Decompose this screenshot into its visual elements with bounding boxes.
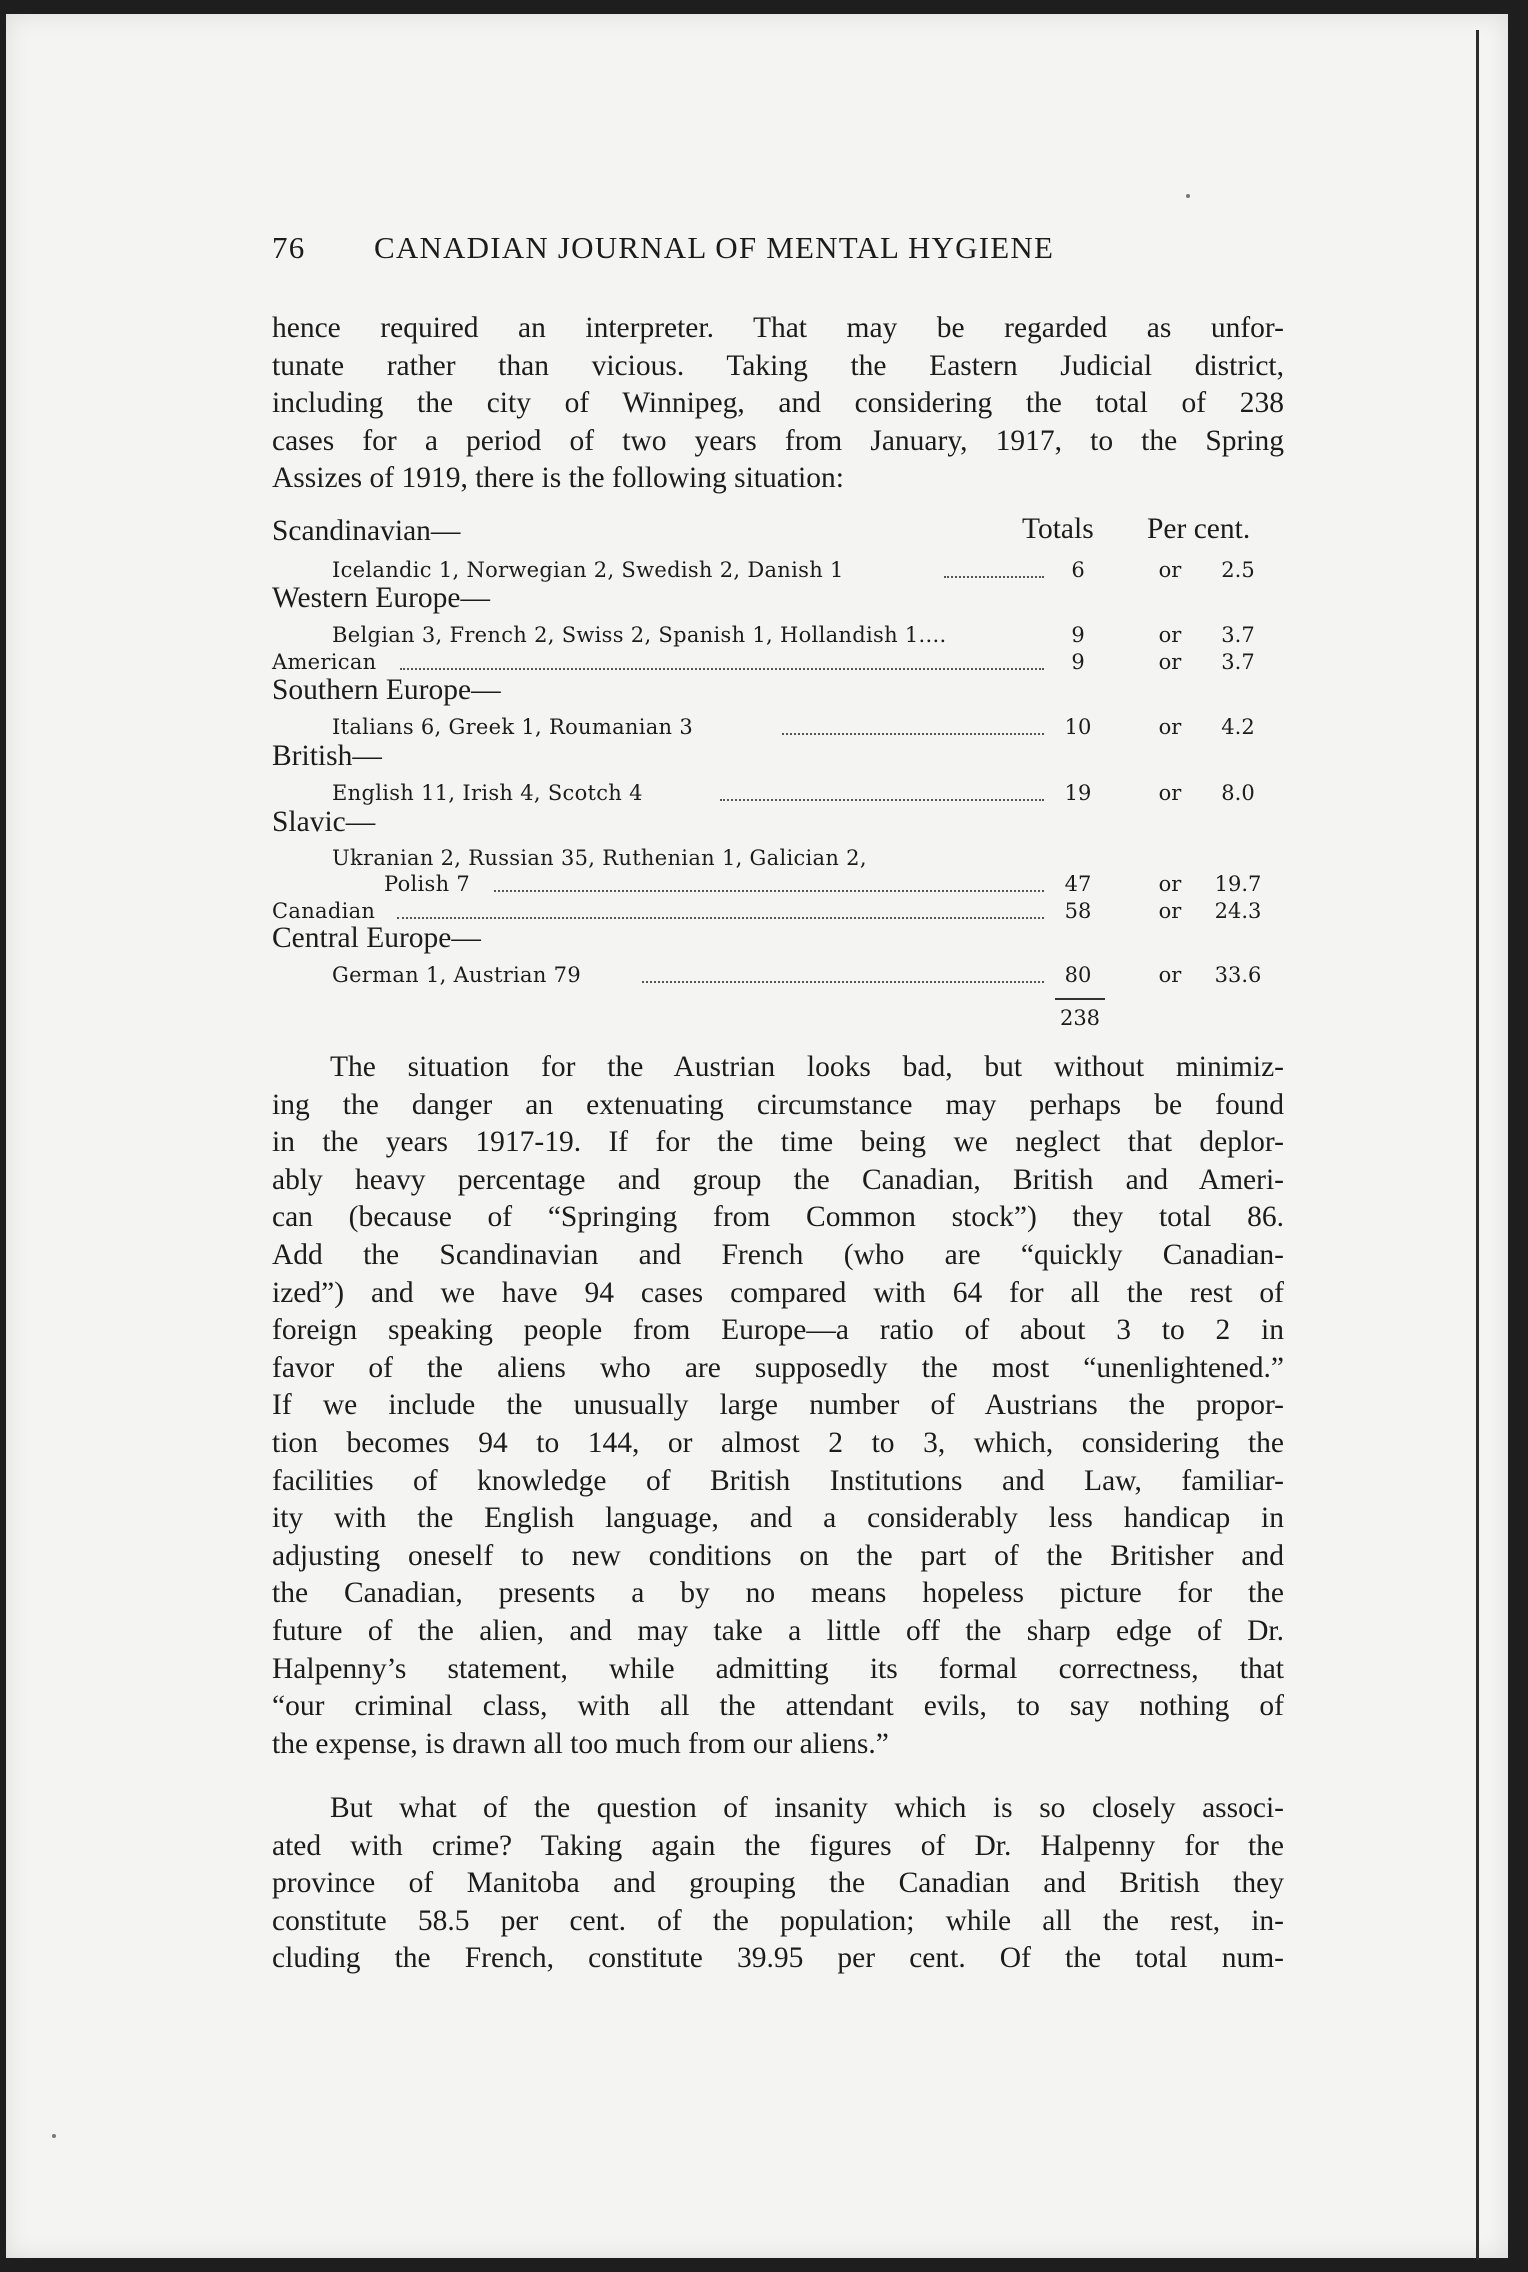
text-line: favor of the aliens who are supposedly the most “unenlightened.” [272,1351,1284,1384]
text-line: cluding the French, constitute 39.95 per cent. Of the total num- [272,1942,1284,1975]
dot-leader [944,576,1044,578]
text-line: adjusting oneself to new conditions on the part of the Britisher and [272,1539,1284,1572]
group-heading-scandinavian: Scandinavian— [272,515,461,547]
dot-leader [782,733,1044,735]
row-total: 19 [1064,781,1092,805]
row-label: Belgian 3, French 2, Swiss 2, Spanish 1, Hollandish 1.... [332,623,947,647]
text-line: “our criminal class, with all the attendant evils, to say nothing of [272,1690,1284,1723]
text-line: hence required an interpreter. That may be regarded as unfor- [272,312,1284,344]
group-heading-southern-europe: Southern Europe— [272,674,501,706]
row-label: American [272,650,377,674]
row-label: German 1, Austrian 79 [332,963,581,987]
text-line: future of the alien, and may take a little off the sharp edge of Dr. [272,1614,1284,1647]
row-label: English 11, Irish 4, Scotch 4 [332,781,643,805]
paper-speck [52,2134,56,2138]
row-total: 58 [1064,899,1092,923]
group-heading-western-europe: Western Europe— [272,582,490,614]
row-or: or [1158,899,1182,923]
text-line: Halpenny’s statement, while admitting its formal correctness, that [272,1652,1284,1685]
table-row [272,623,1284,651]
text-line-first: The situation for the Austrian looks bad, but without minimiz- [330,1051,1284,1083]
text-line: facilities of knowledge of British Institutions and Law, familiar- [272,1464,1284,1497]
text-line: ably heavy percentage and group the Canadian, British and Ameri- [272,1163,1284,1196]
row-label: Canadian [272,899,376,923]
intro-paragraph [272,310,1284,498]
row-or: or [1158,623,1182,647]
group-heading-slavic: Slavic— [272,806,376,838]
row-or: or [1158,715,1182,739]
text-line: tunate rather than vicious. Taking the Eastern Judicial district, [272,349,1284,382]
dot-leader [397,917,1044,919]
row-or: or [1158,781,1182,805]
group-heading-british: British— [272,740,382,772]
dot-leader [494,890,1044,892]
text-line: constitute 58.5 per cent. of the population; while all the rest, in- [272,1904,1284,1937]
dot-leader [642,981,1044,983]
row-or: or [1158,872,1182,896]
row-total: 80 [1064,963,1092,987]
text-line: can (because of “Springing from Common stock”) they total 86. [272,1201,1284,1234]
paper-speck [1186,194,1190,198]
text-line: tion becomes 94 to 144, or almost 2 to 3, which, considering the [272,1426,1284,1459]
row-label: Italians 6, Greek 1, Roumanian 3 [332,715,694,739]
table-row-wrapped [272,846,1284,874]
table-row [272,963,1284,991]
row-total: 47 [1064,872,1092,896]
row-label-continued: Polish 7 [384,872,471,896]
row-or: or [1158,558,1182,582]
row-percent: 8.0 [1221,781,1255,805]
text-line: foreign speaking people from Europe—a ratio of about 3 to 2 in [272,1314,1284,1347]
column-header-totals: Totals [1022,513,1094,545]
row-or: or [1158,963,1182,987]
text-line: province of Manitoba and grouping the Canadian and British they [272,1867,1284,1900]
text-line: ized”) and we have 94 cases compared with 64 for all the rest of [272,1276,1284,1309]
table-row [272,781,1284,809]
text-line: cases for a period of two years from January, 1917, to the Spring [272,424,1284,457]
text-line: ing the danger an extenuating circumstance may perhaps be found [272,1088,1284,1121]
body-paragraph-austrian [272,1049,1284,1763]
text-line: in the years 1917-19. If for the time being we neglect that deplor- [272,1126,1284,1159]
row-percent: 3.7 [1221,650,1255,674]
group-heading-central-europe: Central Europe— [272,922,481,954]
page-number: 76 [272,230,306,265]
text-line-last: Assizes of 1919, there is the following situation: [272,462,844,495]
row-total: 9 [1071,650,1085,674]
row-total: 6 [1071,558,1085,582]
text-line-first: But what of the question of insanity which is so closely associ- [330,1792,1284,1824]
body-paragraph-insanity [272,1790,1284,1978]
row-total: 10 [1064,715,1092,739]
text-line: ated with crime? Taking again the figures of Dr. Halpenny for the [272,1829,1284,1862]
page-edge-shadow [1476,30,1479,2260]
row-percent: 19.7 [1214,872,1262,896]
row-percent: 3.7 [1221,623,1255,647]
row-percent: 33.6 [1214,963,1262,987]
row-label: Ukranian 2, Russian 35, Ruthenian 1, Galician 2, [332,846,867,870]
column-header-percent: Per cent. [1147,513,1251,545]
row-percent: 4.2 [1221,715,1255,739]
row-percent: 2.5 [1221,558,1255,582]
text-line: Add the Scandinavian and French (who are “quickly Canadian- [272,1238,1284,1271]
text-line: ity with the English language, and a considerably less handicap in [272,1502,1284,1535]
row-total: 9 [1071,623,1085,647]
row-label: Icelandic 1, Norwegian 2, Swedish 2, Danish 1 [332,558,844,582]
row-or: or [1158,650,1182,674]
running-title: CANADIAN JOURNAL OF MENTAL HYGIENE [374,230,1055,265]
text-line: including the city of Winnipeg, and considering the total of 238 [272,387,1284,420]
table-row [272,715,1284,743]
dot-leader [720,799,1044,801]
text-line-last: the expense, is drawn all too much from our aliens.” [272,1727,889,1760]
dot-leader [400,668,1044,670]
running-header [272,230,1282,276]
text-line: the Canadian, presents a by no means hopeless picture for the [272,1577,1284,1610]
text-line: If we include the unusually large number of Austrians the propor- [272,1389,1284,1422]
sum-rule [1055,998,1105,1000]
row-percent: 24.3 [1214,899,1262,923]
table-row [272,872,1284,900]
grand-total: 238 [1059,1006,1101,1030]
